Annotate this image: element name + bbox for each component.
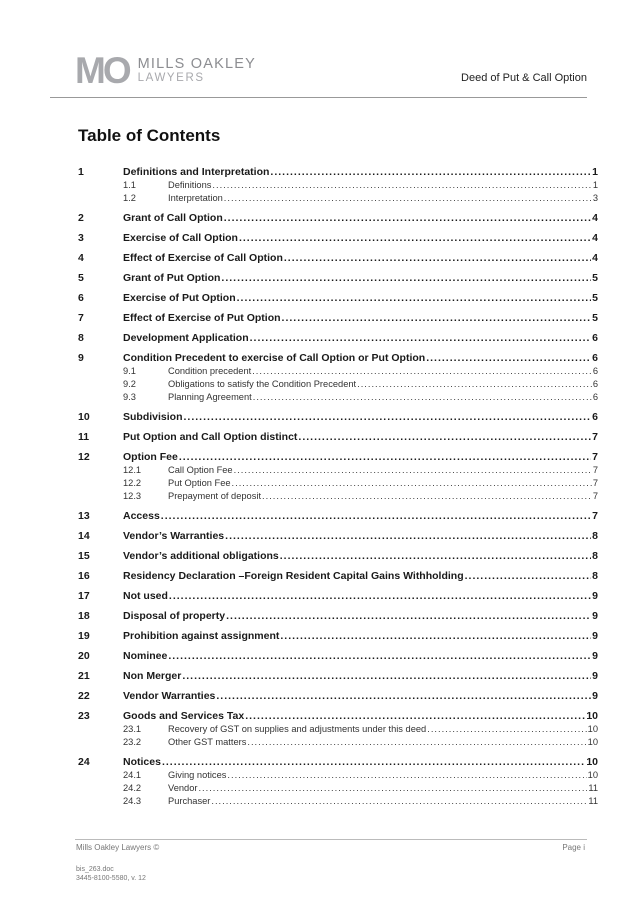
toc-subsection-number: 1.1 <box>123 180 136 190</box>
toc-sub-row[interactable] <box>78 379 598 392</box>
toc-heading: Table of Contents <box>78 126 221 145</box>
toc-leader-dots <box>282 312 592 324</box>
toc-section-number: 21 <box>78 670 90 682</box>
toc-main-row[interactable] <box>78 252 598 266</box>
footer-doc-version: 3445-8100-5580, v. 12 <box>76 874 146 882</box>
toc-main-row[interactable] <box>78 630 598 644</box>
toc-sub-row[interactable] <box>78 783 598 796</box>
toc-section-title: Not used <box>123 590 168 602</box>
toc-leader-dots <box>239 232 591 244</box>
toc-subsection-page: 6 <box>592 392 598 402</box>
toc-page-number: 10 <box>586 710 598 722</box>
toc-section-title: Option Fee <box>123 451 178 463</box>
toc-entry <box>78 166 598 206</box>
toc-section-number: 8 <box>78 332 84 344</box>
toc-leader-dots <box>225 530 591 542</box>
toc-main-row[interactable] <box>78 352 598 366</box>
toc-entry <box>78 630 598 644</box>
toc-main-row[interactable] <box>78 312 598 326</box>
toc-section-number: 13 <box>78 510 90 522</box>
toc-sub-row[interactable] <box>78 491 598 504</box>
toc-section-number: 23 <box>78 710 90 722</box>
toc-page-number: 7 <box>592 451 598 463</box>
toc-leader-dots <box>465 570 592 582</box>
toc-section-number: 16 <box>78 570 90 582</box>
toc-entry <box>78 710 598 750</box>
logo-text <box>138 57 256 84</box>
toc-section-number: 11 <box>78 431 90 443</box>
toc-main-row[interactable] <box>78 411 598 425</box>
toc-main-row[interactable] <box>78 570 598 584</box>
toc-entry <box>78 212 598 226</box>
toc-main-row[interactable] <box>78 510 598 524</box>
toc-leader-dots <box>426 352 591 364</box>
toc-leader-dots <box>226 610 591 622</box>
toc-section-title: Condition Precedent to exercise of Call Option or Put Option <box>123 352 426 364</box>
toc-main-row[interactable] <box>78 670 598 684</box>
toc-leader-dots <box>427 724 586 734</box>
toc-subsection-page: 10 <box>587 737 598 747</box>
toc-section-number: 15 <box>78 550 90 562</box>
toc-leader-dots <box>280 630 591 642</box>
toc-leader-dots <box>179 451 591 463</box>
footer-file-name: bis_263.doc <box>76 866 114 873</box>
toc-subsection-title: Vendor <box>168 783 198 793</box>
toc-main-row[interactable] <box>78 451 598 465</box>
toc-section-title: Subdivision <box>123 411 183 423</box>
toc-leader-dots <box>280 550 591 562</box>
toc-leader-dots <box>357 379 592 389</box>
toc-subsection-number: 12.3 <box>123 491 142 501</box>
toc-leader-dots <box>221 272 591 284</box>
logo-mark: MO <box>75 50 129 91</box>
toc-leader-dots <box>224 212 591 224</box>
toc-entry <box>78 650 598 664</box>
toc-page-number: 10 <box>586 756 598 768</box>
toc-leader-dots <box>262 491 592 501</box>
toc-entry <box>78 756 598 809</box>
toc-leader-dots <box>237 292 592 304</box>
toc-subsection-page: 11 <box>588 796 598 806</box>
toc-subsection-title: Other GST matters <box>168 737 247 747</box>
toc-page-number: 9 <box>592 630 598 642</box>
toc-section-title: Development Application <box>123 332 249 344</box>
toc-subsection-number: 23.2 <box>123 737 142 747</box>
toc-page-number: 4 <box>592 232 598 244</box>
toc-section-title: Residency Declaration –Foreign Resident Capital Gains Withholding <box>123 570 464 582</box>
toc-main-row[interactable] <box>78 710 598 724</box>
toc-leader-dots <box>234 465 592 475</box>
toc-section-title: Effect of Exercise of Call Option <box>123 252 283 264</box>
toc-subsection-page: 7 <box>592 478 598 488</box>
toc-section-title: Prohibition against assignment <box>123 630 280 642</box>
toc-page-number: 9 <box>592 590 598 602</box>
toc-section-number: 19 <box>78 630 90 642</box>
toc-section-title: Grant of Call Option <box>123 212 223 224</box>
toc-subsection-title: Prepayment of deposit <box>168 491 262 501</box>
toc-section-title: Vendor’s Warranties <box>123 530 225 542</box>
toc-sub-row[interactable] <box>78 392 598 405</box>
toc-subsection-number: 12.1 <box>123 465 142 475</box>
toc-section-title: Non Merger <box>123 670 182 682</box>
toc-section-title: Vendor’s additional obligations <box>123 550 279 562</box>
toc-page-number: 8 <box>592 530 598 542</box>
toc-entry <box>78 232 598 246</box>
toc-entry <box>78 550 598 564</box>
toc-entry <box>78 530 598 544</box>
toc-leader-dots <box>212 180 591 190</box>
toc-page-number: 6 <box>592 411 598 423</box>
toc-section-number: 10 <box>78 411 90 423</box>
toc-leader-dots <box>253 392 592 402</box>
toc-section-title: Definitions and Interpretation <box>123 166 270 178</box>
toc-subsection-page: 10 <box>587 724 598 734</box>
toc-leader-dots <box>227 770 586 780</box>
toc-entry <box>78 570 598 584</box>
toc-main-row[interactable] <box>78 530 598 544</box>
toc-section-number: 18 <box>78 610 90 622</box>
toc-main-row[interactable] <box>78 212 598 226</box>
toc-subsection-page: 10 <box>587 770 598 780</box>
toc-leader-dots <box>182 670 591 682</box>
footer-copyright: Mills Oakley Lawyers © <box>76 843 160 852</box>
toc-main-row[interactable] <box>78 232 598 246</box>
toc-subsection-title: Interpretation <box>168 193 223 203</box>
toc-main-row[interactable] <box>78 550 598 564</box>
toc-section-title: Effect of Exercise of Put Option <box>123 312 281 324</box>
toc-subsection-number: 12.2 <box>123 478 142 488</box>
toc-subsection-page: 1 <box>592 180 598 190</box>
footer-divider <box>75 839 587 840</box>
toc-leader-dots <box>169 590 591 602</box>
toc-page-number: 6 <box>592 352 598 364</box>
toc-section-title: Access <box>123 510 160 522</box>
toc-subsection-page: 6 <box>592 366 598 376</box>
toc-section-title: Put Option and Call Option distinct <box>123 431 298 443</box>
toc-leader-dots <box>161 510 591 522</box>
header-divider <box>50 97 587 98</box>
toc-leader-dots <box>245 710 585 722</box>
toc-entry <box>78 610 598 624</box>
toc-subsection-title: Recovery of GST on supplies and adjustments under this deed <box>168 724 427 734</box>
toc-section-title: Grant of Put Option <box>123 272 221 284</box>
toc-subsection-page: 7 <box>592 465 598 475</box>
toc-section-number: 6 <box>78 292 84 304</box>
toc-entry <box>78 690 598 704</box>
toc-entry <box>78 451 598 504</box>
toc-subsection-number: 9.3 <box>123 392 136 402</box>
toc-main-row[interactable] <box>78 431 598 445</box>
toc-sub-row[interactable] <box>78 724 598 737</box>
toc-section-number: 12 <box>78 451 90 463</box>
toc-section-title: Nominee <box>123 650 168 662</box>
toc-entry <box>78 431 598 445</box>
toc-main-row[interactable] <box>78 292 598 306</box>
toc-main-row[interactable] <box>78 272 598 286</box>
toc-leader-dots <box>211 796 587 806</box>
toc-page-number: 9 <box>592 650 598 662</box>
toc-main-row[interactable] <box>78 332 598 346</box>
toc-subsection-title: Obligations to satisfy the Condition Precedent <box>168 379 357 389</box>
toc-page-number: 4 <box>592 212 598 224</box>
toc-leader-dots <box>270 166 591 178</box>
toc-page-number: 5 <box>592 272 598 284</box>
toc-main-row[interactable] <box>78 590 598 604</box>
toc-leader-dots <box>250 332 592 344</box>
toc-leader-dots <box>224 193 592 203</box>
toc-entry <box>78 272 598 286</box>
toc-subsection-title: Planning Agreement <box>168 392 252 402</box>
toc-subsection-title: Condition precedent <box>168 366 252 376</box>
toc-subsection-number: 9.2 <box>123 379 136 389</box>
toc-entry <box>78 411 598 425</box>
toc-section-number: 14 <box>78 530 90 542</box>
toc-leader-dots <box>247 737 586 747</box>
toc-sub-row[interactable] <box>78 770 598 783</box>
toc-subsection-title: Definitions <box>168 180 212 190</box>
toc-page-number: 5 <box>592 292 598 304</box>
toc-sub-row[interactable] <box>78 796 598 809</box>
document-title: Deed of Put & Call Option <box>461 72 587 84</box>
toc-leader-dots <box>252 366 592 376</box>
toc-section-number: 22 <box>78 690 90 702</box>
toc-main-row[interactable] <box>78 690 598 704</box>
toc-sub-row[interactable] <box>78 465 598 478</box>
toc-subsection-title: Purchaser <box>168 796 211 806</box>
logo-subtitle: LAWYERS <box>137 72 205 85</box>
toc-subsection-page: 6 <box>592 379 598 389</box>
toc-section-number: 17 <box>78 590 90 602</box>
footer-reference <box>76 866 146 884</box>
toc-sub-row[interactable] <box>78 478 598 491</box>
toc-subsection-number: 23.1 <box>123 724 142 734</box>
toc-subsection-page: 11 <box>588 783 598 793</box>
toc-sub-row[interactable] <box>78 366 598 379</box>
toc-subsection-number: 24.3 <box>123 796 142 806</box>
toc-section-title: Exercise of Put Option <box>123 292 236 304</box>
logo-firm-name: MILLS OAKLEY <box>137 55 256 72</box>
toc-page-number: 4 <box>592 252 598 264</box>
toc-section-title: Exercise of Call Option <box>123 232 238 244</box>
toc-subsection-title: Put Option Fee <box>168 478 231 488</box>
toc-subsection-number: 24.1 <box>123 770 142 780</box>
toc-section-number: 1 <box>78 166 84 178</box>
toc-section-number: 24 <box>78 756 90 768</box>
toc-leader-dots <box>216 690 591 702</box>
toc-page-number: 6 <box>592 332 598 344</box>
toc-section-title: Notices <box>123 756 161 768</box>
toc-subsection-number: 1.2 <box>123 193 136 203</box>
toc-entry <box>78 670 598 684</box>
toc-leader-dots <box>298 431 591 443</box>
toc-section-title: Disposal of property <box>123 610 226 622</box>
toc-section-number: 5 <box>78 272 84 284</box>
toc-subsection-number: 9.1 <box>123 366 136 376</box>
toc-section-title: Goods and Services Tax <box>123 710 245 722</box>
toc-section-number: 3 <box>78 232 84 244</box>
toc-leader-dots <box>232 478 592 488</box>
toc-section-number: 7 <box>78 312 84 324</box>
toc-subsection-page: 7 <box>592 491 598 501</box>
footer-page-number: Page i <box>562 843 585 852</box>
toc-leader-dots <box>284 252 591 264</box>
toc-entry <box>78 292 598 306</box>
toc-section-title: Vendor Warranties <box>123 690 216 702</box>
toc-page-number: 1 <box>592 166 598 178</box>
toc-main-row[interactable] <box>78 166 598 180</box>
toc-sub-row[interactable] <box>78 193 598 206</box>
logo <box>75 52 256 89</box>
toc-entry <box>78 332 598 346</box>
toc-leader-dots <box>162 756 585 768</box>
toc-entry <box>78 352 598 405</box>
toc-sub-row[interactable] <box>78 180 598 193</box>
toc-section-number: 2 <box>78 212 84 224</box>
toc-entry <box>78 252 598 266</box>
toc-page-number: 5 <box>592 312 598 324</box>
toc-main-row[interactable] <box>78 650 598 664</box>
toc-subsection-number: 24.2 <box>123 783 142 793</box>
toc-main-row[interactable] <box>78 756 598 770</box>
toc-main-row[interactable] <box>78 610 598 624</box>
toc-page-number: 9 <box>592 690 598 702</box>
toc-entry <box>78 510 598 524</box>
toc-section-number: 20 <box>78 650 90 662</box>
toc-leader-dots <box>198 783 587 793</box>
toc-subsection-page: 3 <box>592 193 598 203</box>
toc-leader-dots <box>168 650 591 662</box>
toc-leader-dots <box>184 411 592 423</box>
toc-page-number: 8 <box>592 570 598 582</box>
toc-page-number: 9 <box>592 610 598 622</box>
toc-section-number: 9 <box>78 352 84 364</box>
toc-page-number: 9 <box>592 670 598 682</box>
toc-page-number: 7 <box>592 431 598 443</box>
toc-section-number: 4 <box>78 252 84 264</box>
toc-sub-row[interactable] <box>78 737 598 750</box>
toc-entry <box>78 312 598 326</box>
table-of-contents <box>78 166 598 815</box>
toc-subsection-title: Giving notices <box>168 770 227 780</box>
toc-page-number: 7 <box>592 510 598 522</box>
toc-subsection-title: Call Option Fee <box>168 465 233 475</box>
toc-page-number: 8 <box>592 550 598 562</box>
toc-entry <box>78 590 598 604</box>
